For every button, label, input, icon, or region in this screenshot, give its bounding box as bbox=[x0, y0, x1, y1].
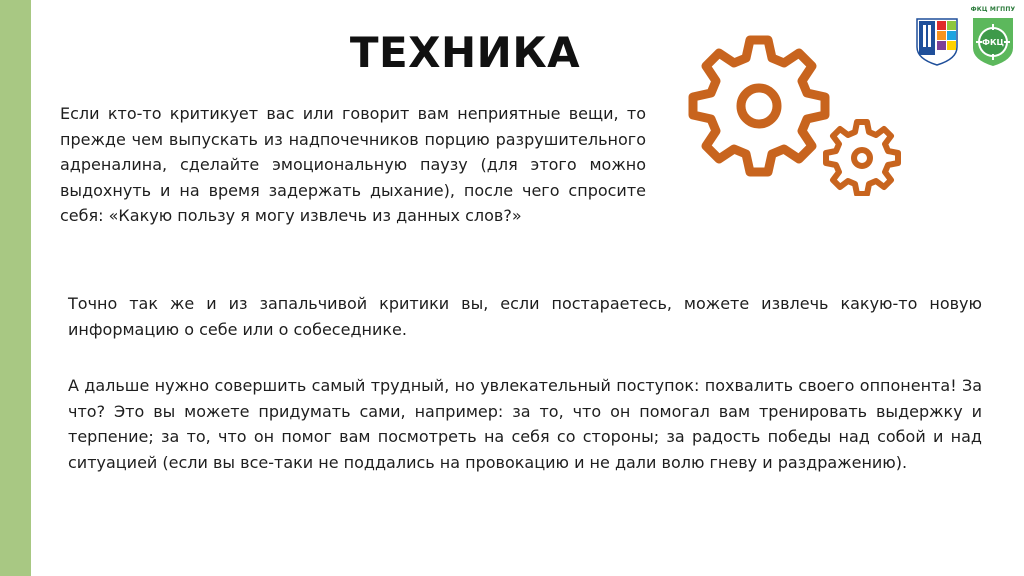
paragraph-3: А дальше нужно совершить самый трудный, но увлекательный поступок: похвалить своего оппонента! За что? Это вы можете придумать сами, например: за то, что он помогал вам тренировать выдержку и терпение; за то, что он помог вам посмотреть на себя со стороны; за радость победы над собой и над ситуацией (если вы все-таки не поддались на провокацию и не дали волю гневу и раздражению). bbox=[68, 376, 982, 472]
fkc-logo bbox=[968, 6, 1018, 68]
small-gear-icon bbox=[826, 122, 898, 194]
paragraph-2: Точно так же и из запальчивой критики вы, если постараетесь, можете извлечь какую-то новую информацию о себе или о собеседнике. bbox=[68, 294, 982, 339]
left-accent-bar bbox=[0, 0, 31, 576]
large-gear-icon bbox=[693, 40, 825, 172]
fkc-logo-caption: ФКЦ МГППУ bbox=[970, 6, 1016, 13]
university-logo-icon bbox=[915, 17, 959, 67]
fkc-badge-text: ФКЦ bbox=[982, 38, 1004, 47]
fkc-badge-icon bbox=[971, 16, 1015, 68]
paragraph-1: Если кто-то критикует вас или говорит вам неприятные вещи, то прежде чем выпускать из надпочечников порцию разрушительного адреналина, сделайте эмоциональную паузу (для этого можно выдохнуть и на время задержать дыхание), после чего спросите себя: «Какую пользу я могу извлечь из данных слов?» bbox=[60, 104, 646, 225]
slide-title: ТЕХНИКА bbox=[349, 28, 581, 77]
gears-icon bbox=[672, 28, 908, 196]
